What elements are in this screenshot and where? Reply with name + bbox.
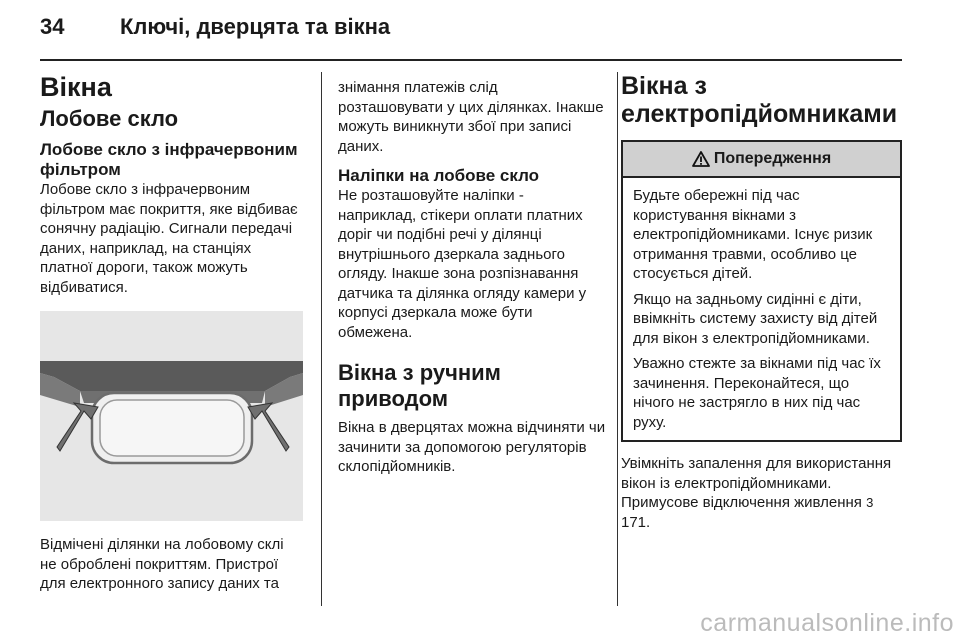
ignition-text: Увімкніть запалення для використання вікон із електропідйомниками. Примусове відключення живлення bbox=[621, 455, 892, 511]
warning-paragraph: Якщо на задньому сидінні є діти, ввімкніть систему захисту від дітей для вікон з електропідйомниками. bbox=[633, 290, 878, 347]
chapter-title: Ключі, дверцята та вікна bbox=[120, 14, 391, 39]
header-divider bbox=[40, 59, 902, 61]
body-paragraph: Лобове скло з інфрачервоним фільтром має покриття, яке відбиває сонячну радіацію. Сигнали передачі даних, наприклад, на станціях платної дороги, також можуть відбиватися. bbox=[40, 181, 298, 296]
section-title: Вікна bbox=[40, 72, 112, 102]
column-divider bbox=[617, 72, 618, 606]
column-divider bbox=[321, 72, 322, 606]
column-middle bbox=[338, 78, 606, 477]
warning-body bbox=[623, 178, 900, 440]
warning-paragraph: Уважно стежте за вікнами під час їх зачинення. Переконайтеся, що нічого не застрягло в них під час руху. bbox=[633, 355, 881, 431]
page-number: 34 bbox=[40, 14, 65, 39]
manual-windows-heading: Вікна з ручним приводом bbox=[338, 360, 501, 411]
warning-triangle-icon bbox=[692, 151, 710, 167]
body-paragraph-continued: знімання платежів слід розташовувати у цих ділянках. Інакше можуть виникнути збої при записі даних. bbox=[338, 79, 604, 155]
subsection-title: Лобове скло bbox=[40, 106, 179, 131]
stickers-heading: Наліпки на лобове скло bbox=[338, 166, 540, 185]
warning-header bbox=[623, 142, 900, 178]
stickers-paragraph: Не розташовуйте наліпки - наприклад, стікери оплати платних доріг чи подібні речі у ділянці внутрішнього дзеркала заднього огляду. Інакше зона розпізнавання датчика та ділянка огляду камери у корпусі дзеркала може бути обмежена. bbox=[338, 187, 587, 341]
column-left bbox=[40, 72, 304, 594]
warning-paragraph: Будьте обережні під час користування вікнами з електропідйомниками. Існує ризик отримання травми, особливо це стосується дітей. bbox=[633, 187, 873, 282]
manual-windows-paragraph: Вікна в дверцятах можна відчиняти чи зачинити за допомогою регуляторів склопідйомників. bbox=[338, 419, 606, 475]
warning-box bbox=[621, 140, 902, 442]
warning-title: Попередження bbox=[713, 150, 832, 167]
page-reference-link[interactable]: 171. bbox=[621, 513, 651, 531]
column-right bbox=[621, 72, 902, 532]
ignition-paragraph bbox=[621, 454, 902, 532]
figure-caption: Відмічені ділянки на лобовому склі не оброблені покриттям. Пристрої для електронного запису даних та bbox=[40, 536, 284, 592]
topic-heading: Лобове скло з інфрачервоним фільтром bbox=[40, 140, 298, 179]
page-reference-arrow-icon: 3 bbox=[866, 495, 874, 510]
rearview-mirror-image bbox=[40, 311, 303, 521]
page-header bbox=[40, 14, 902, 50]
windshield-illustration bbox=[40, 311, 303, 521]
power-windows-title: Вікна з електропідйомниками bbox=[621, 72, 898, 128]
watermark: carmanualsonline.info bbox=[700, 609, 954, 637]
